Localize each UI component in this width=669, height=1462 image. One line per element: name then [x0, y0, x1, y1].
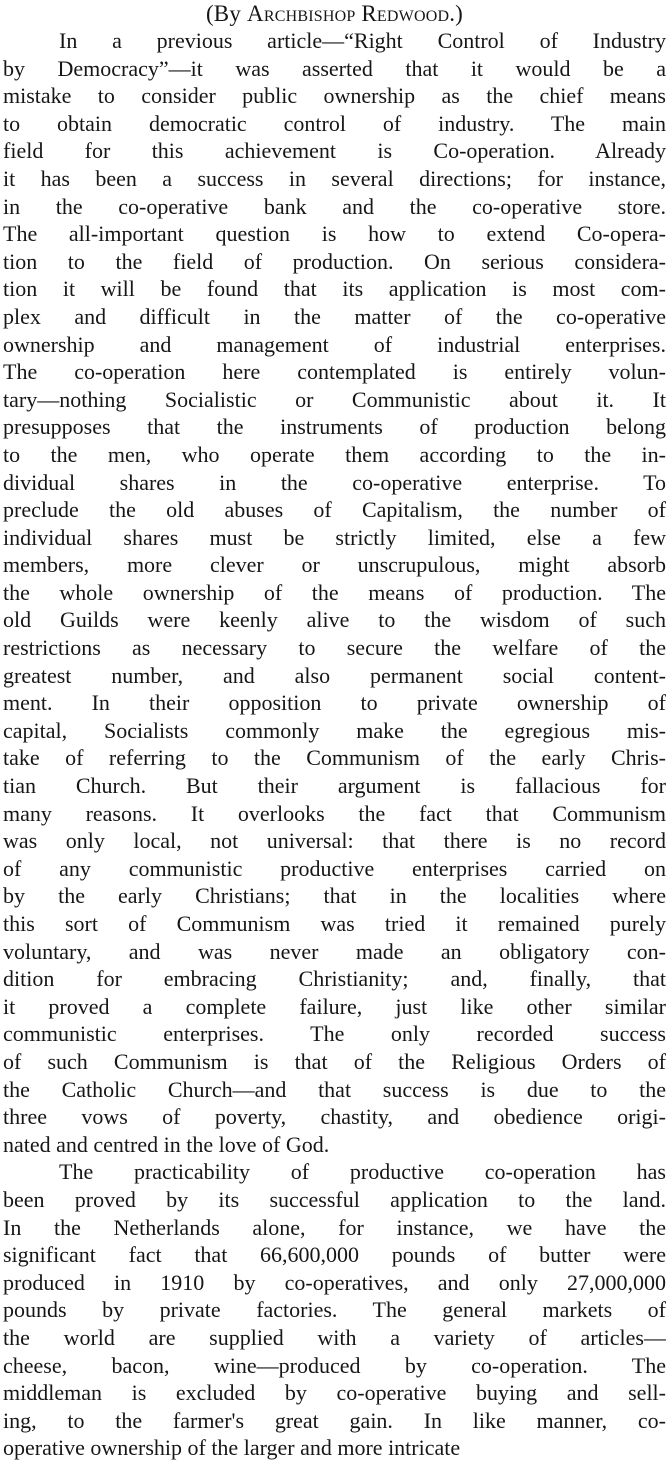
paragraph [3, 27, 666, 1158]
text-line: The practicability of productive co-operation has [59, 1159, 666, 1185]
byline-close: .) [449, 1, 464, 26]
text-line: plex and difficult in the matter of the co-operative [3, 303, 666, 329]
text-line: The co-operation here contemplated is entirely volun- [3, 359, 666, 385]
author-name: Archbishop Redwood [247, 1, 450, 26]
text-line: members, more clever or unscrupulous, might absorb [3, 552, 666, 578]
byline [0, 0, 669, 27]
text-line: ownership and management of industrial enterprises. [3, 331, 666, 357]
text-line: the Catholic Church—and that success is due to the [3, 1076, 666, 1102]
text-line: communistic enterprises. The only recorded success [3, 1021, 666, 1047]
text-line: mistake to consider public ownership as the chief means [3, 83, 666, 109]
text-line: by Democracy”—it was asserted that it would be a [3, 55, 666, 81]
text-line: tion it will be found that its application is most com- [3, 276, 666, 302]
text-line: presupposes that the instruments of production belong [3, 414, 666, 440]
text-line: this sort of Communism was tried it remained purely [3, 911, 666, 936]
text-line: by the early Christians; that in the localities where [3, 883, 666, 909]
text-line: restrictions as necessary to secure the welfare of the [3, 635, 666, 661]
text-line: in the co-operative bank and the co-operative store. [3, 193, 666, 219]
text-line: dition for embracing Christianity; and, finally, that [3, 966, 666, 992]
text-line: In the Netherlands alone, for instance, we have the [3, 1214, 666, 1240]
text-line: it proved a complete failure, just like other similar [3, 993, 666, 1019]
text-line: greatest number, and also permanent social content- [3, 662, 666, 688]
text-line: of any communistic productive enterprises carried on [3, 855, 666, 881]
text-line: it has been a success in several directions; for instance, [3, 165, 666, 191]
text-line: middleman is excluded by co-operative buying and sell- [3, 1380, 666, 1406]
text-line: The all-important question is how to extend Co-opera- [3, 221, 666, 247]
text-line: nated and centred in the love of God. [3, 1131, 330, 1157]
text-line: to the men, who operate them according to the in- [3, 441, 666, 467]
text-line: preclude the old abuses of Capitalism, the number of [3, 497, 666, 523]
text-line: three vows of poverty, chastity, and obedience origi- [3, 1104, 666, 1130]
paragraph [3, 1158, 666, 1462]
text-line: In a previous article—“Right Control of Industry [59, 28, 666, 53]
text-line: was only local, not universal: that there is no record [3, 828, 666, 854]
text-line: take of referring to the Communism of the early Chris- [3, 745, 666, 771]
text-line: many reasons. It overlooks the fact that Communism [3, 800, 666, 826]
text-line: significant fact that 66,600,000 pounds of butter were [3, 1242, 666, 1268]
text-line: produced in 1910 by co-operatives, and only 27,000,000 [3, 1269, 666, 1295]
text-line: ing, to the farmer's great gain. In like manner, co- [3, 1407, 666, 1433]
text-line: individual shares must be strictly limited, else a few [3, 524, 666, 550]
text-line: tary—nothing Socialistic or Communistic about it. It [3, 386, 666, 412]
text-line: to obtain democratic control of industry. The main [3, 110, 666, 136]
text-line: tion to the field of production. On serious considera- [3, 248, 666, 274]
text-line: dividual shares in the co-operative enterprise. To [3, 469, 666, 495]
text-line: voluntary, and was never made an obligatory con- [3, 938, 666, 964]
text-line: the world are supplied with a variety of articles— [3, 1324, 666, 1350]
text-line: ment. In their opposition to private ownership of [3, 690, 666, 716]
text-line: field for this achievement is Co-operation. Already [3, 138, 666, 164]
text-line: pounds by private factories. The general markets of [3, 1297, 666, 1323]
text-line: tian Church. But their argument is fallacious for [3, 773, 666, 799]
text-line: capital, Socialists commonly make the egregious mis- [3, 717, 666, 743]
text-line: been proved by its successful application to the land. [3, 1186, 666, 1212]
article-body [3, 27, 666, 1462]
text-line: the whole ownership of the means of production. The [3, 579, 666, 605]
text-line: operative ownership of the larger and more intricate [3, 1435, 461, 1461]
text-line: cheese, bacon, wine—produced by co-operation. The [3, 1352, 666, 1378]
text-line: old Guilds were keenly alive to the wisdom of such [3, 607, 666, 633]
text-line: of such Communism is that of the Religious Orders of [3, 1048, 666, 1074]
byline-open: (By [205, 1, 248, 26]
